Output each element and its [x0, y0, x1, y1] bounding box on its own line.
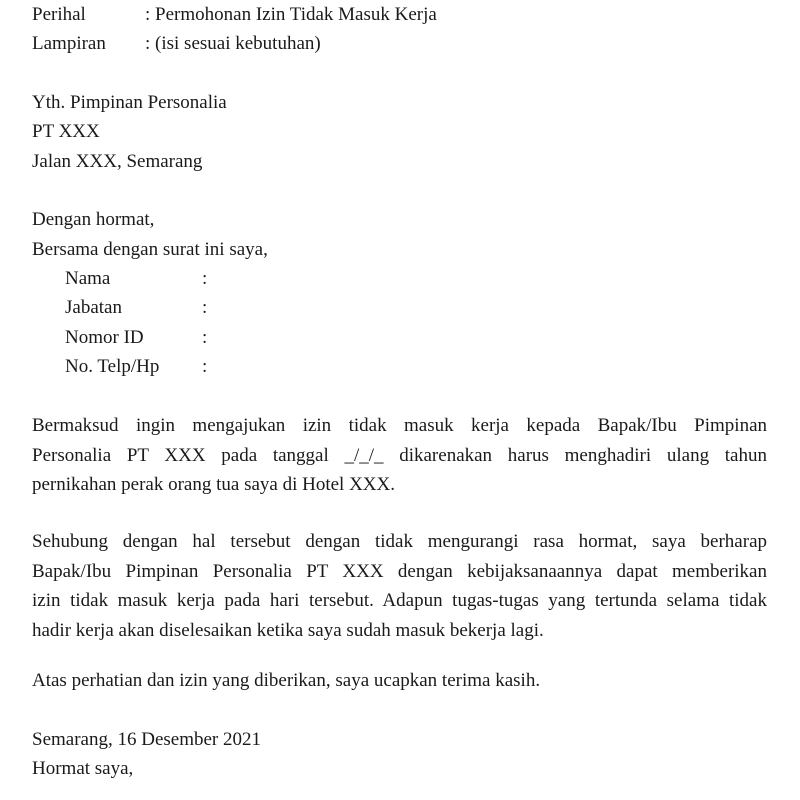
- paragraph-request-line-2: Personalia PT XXX pada tanggal _/_/_ dikarenakan harus menghadiri ulang tahun: [32, 444, 767, 466]
- field-id-number: [65, 327, 208, 349]
- sign-off: Hormat saya,: [32, 758, 134, 779]
- field-name-colon: :: [202, 268, 208, 289]
- paragraph-reason-line-1: Sehubung dengan hal tersebut dengan tidak mengurangi rasa hormat, saya berharap: [32, 531, 767, 552]
- paragraph-reason-line-2: Bapak/Ibu Pimpinan Personalia PT XXX dengan kebijaksanaannya dapat memberikan: [32, 560, 767, 582]
- subject-line: [32, 4, 437, 26]
- paragraph-reason: [32, 527, 767, 645]
- field-position-label: Jabatan: [65, 297, 122, 318]
- field-id-number-colon: :: [202, 327, 208, 348]
- recipient-title: Yth. Pimpinan Personalia: [32, 92, 227, 113]
- closing-text: Atas perhatian dan izin yang diberikan, saya ucapkan terima kasih.: [32, 670, 541, 691]
- field-position-colon: :: [202, 297, 208, 318]
- greeting: Dengan hormat,: [32, 209, 155, 230]
- place-date: Semarang, 16 Desember 2021: [32, 729, 261, 750]
- attachment-value: : (isi sesuai kebutuhan): [145, 33, 321, 54]
- field-position: [65, 297, 208, 319]
- paragraph-reason-line-3: izin tidak masuk kerja pada hari tersebut. Adapun tugas-tugas yang tertunda selama tidak: [32, 590, 767, 611]
- paragraph-request-line-1: Bermaksud ingin mengajukan izin tidak masuk kerja kepada Bapak/Ibu Pimpinan: [32, 415, 767, 436]
- paragraph-request: [32, 411, 767, 500]
- field-phone: [65, 356, 208, 378]
- paragraph-reason-line-4: hadir kerja akan diselesaikan ketika saya sudah masuk bekerja lagi.: [32, 619, 544, 641]
- attachment-line: [32, 33, 321, 55]
- recipient-address: Jalan XXX, Semarang: [32, 151, 203, 172]
- field-name-label: Nama: [65, 268, 111, 289]
- subject-label: Perihal: [32, 4, 86, 25]
- paragraph-request-line-3: pernikahan perak orang tua saya di Hotel XXX.: [32, 474, 395, 495]
- field-name: [65, 268, 208, 290]
- attachment-label: Lampiran: [32, 33, 106, 54]
- field-phone-colon: :: [202, 356, 208, 377]
- recipient-company: PT XXX: [32, 121, 100, 142]
- field-phone-label: No. Telp/Hp: [65, 356, 160, 377]
- field-id-number-label: Nomor ID: [65, 327, 144, 348]
- subject-value: : Permohonan Izin Tidak Masuk Kerja: [145, 4, 437, 25]
- intro-text: Bersama dengan surat ini saya,: [32, 239, 268, 260]
